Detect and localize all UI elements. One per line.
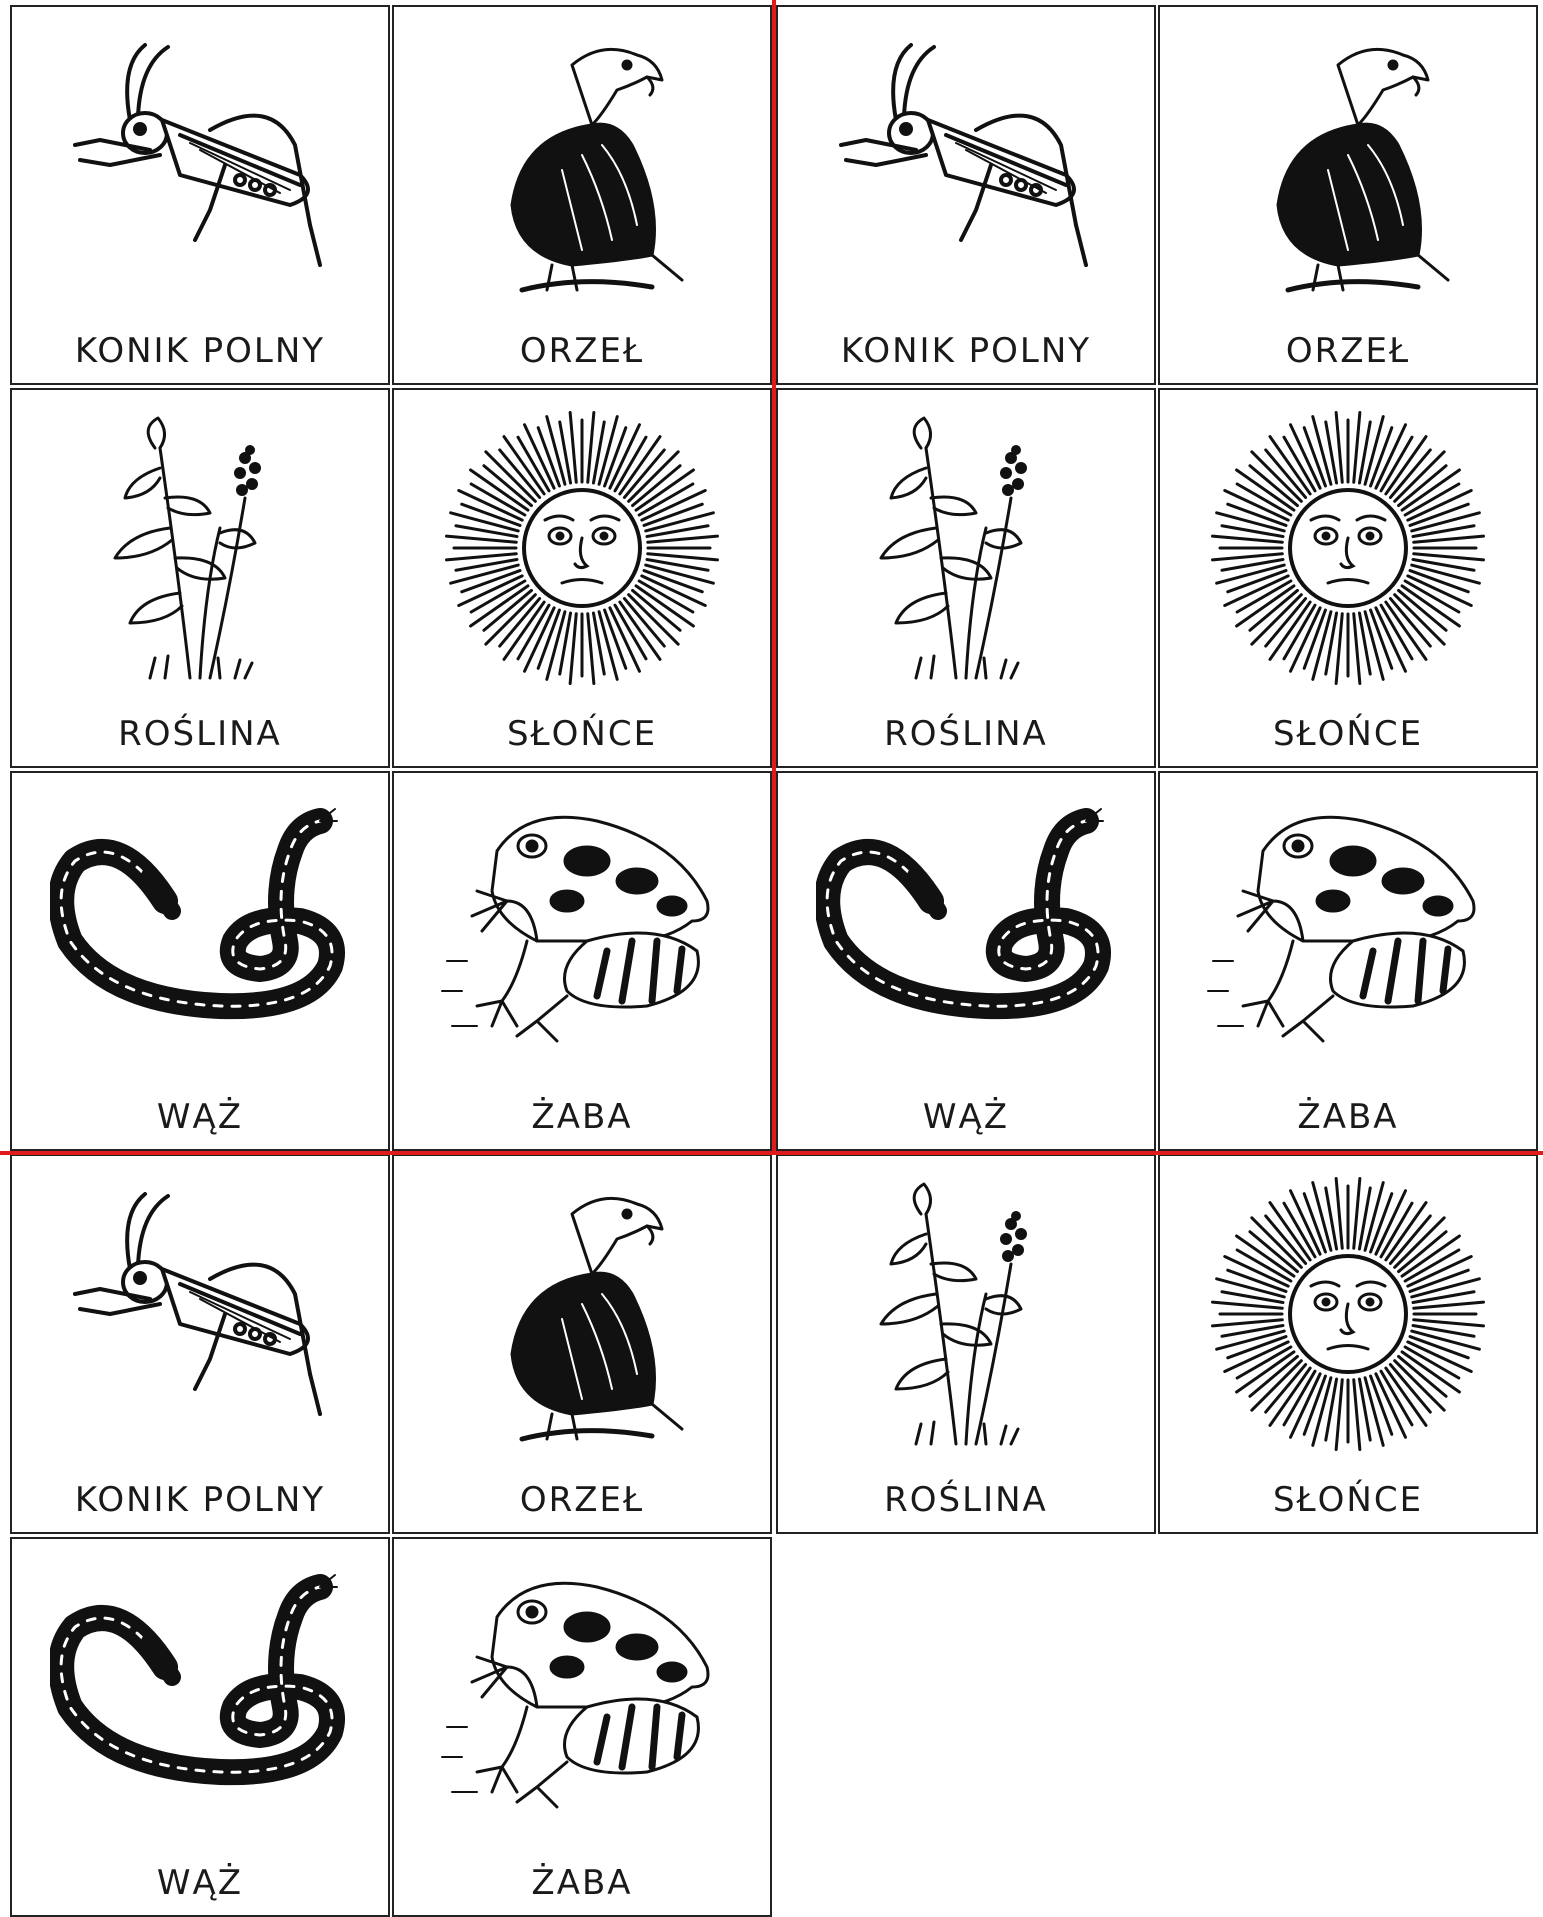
plant-icon xyxy=(80,408,320,688)
card-snake xyxy=(776,771,1156,1151)
card-sun xyxy=(1158,388,1538,768)
card-label: WĄŻ xyxy=(156,1863,244,1903)
eagle-icon xyxy=(452,1174,712,1454)
cut-line-vertical xyxy=(772,0,776,1152)
sun-icon xyxy=(1203,1174,1493,1454)
card-frog xyxy=(1158,771,1538,1151)
card-frog xyxy=(392,1537,772,1917)
card-eagle xyxy=(1158,5,1538,385)
card-label: ORZEŁ xyxy=(519,331,645,371)
card-label: ŻABA xyxy=(1297,1097,1399,1137)
frog-icon xyxy=(437,791,727,1051)
card-label: WĄŻ xyxy=(922,1097,1010,1137)
card-label: ŻABA xyxy=(531,1863,633,1903)
frog-icon xyxy=(1203,791,1493,1051)
snake-icon xyxy=(50,1557,350,1797)
card-label: ROŚLINA xyxy=(118,714,282,754)
frog-icon xyxy=(437,1557,727,1817)
plant-icon xyxy=(846,1174,1086,1454)
card-sun xyxy=(392,388,772,768)
card-label: SŁOŃCE xyxy=(1272,714,1424,754)
card-eagle xyxy=(392,5,772,385)
card-label: KONIK POLNY xyxy=(840,331,1092,371)
card-grasshopper xyxy=(10,5,390,385)
plant-icon xyxy=(846,408,1086,688)
card-grasshopper xyxy=(10,1154,390,1534)
card-plant xyxy=(776,1154,1156,1534)
eagle-icon xyxy=(452,25,712,305)
card-plant xyxy=(776,388,1156,768)
card-plant xyxy=(10,388,390,768)
snake-icon xyxy=(816,791,1116,1031)
card-sun xyxy=(1158,1154,1538,1534)
card-snake xyxy=(10,771,390,1151)
card-label: ORZEŁ xyxy=(519,1480,645,1520)
card-label: ORZEŁ xyxy=(1285,331,1411,371)
card-snake xyxy=(10,1537,390,1917)
card-label: WĄŻ xyxy=(156,1097,244,1137)
cut-line-horizontal xyxy=(0,1151,1543,1155)
card-label: KONIK POLNY xyxy=(74,331,326,371)
card-label: ROŚLINA xyxy=(884,714,1048,754)
eagle-icon xyxy=(1218,25,1478,305)
grasshopper-icon xyxy=(50,25,350,295)
snake-icon xyxy=(50,791,350,1031)
grasshopper-icon xyxy=(816,25,1116,295)
grasshopper-icon xyxy=(50,1174,350,1444)
card-eagle xyxy=(392,1154,772,1534)
sun-icon xyxy=(1203,408,1493,688)
sun-icon xyxy=(437,408,727,688)
card-label: ŻABA xyxy=(531,1097,633,1137)
card-grasshopper xyxy=(776,5,1156,385)
card-label: KONIK POLNY xyxy=(74,1480,326,1520)
card-label: ROŚLINA xyxy=(884,1480,1048,1520)
card-frog xyxy=(392,771,772,1151)
card-label: SŁOŃCE xyxy=(506,714,658,754)
card-label: SŁOŃCE xyxy=(1272,1480,1424,1520)
